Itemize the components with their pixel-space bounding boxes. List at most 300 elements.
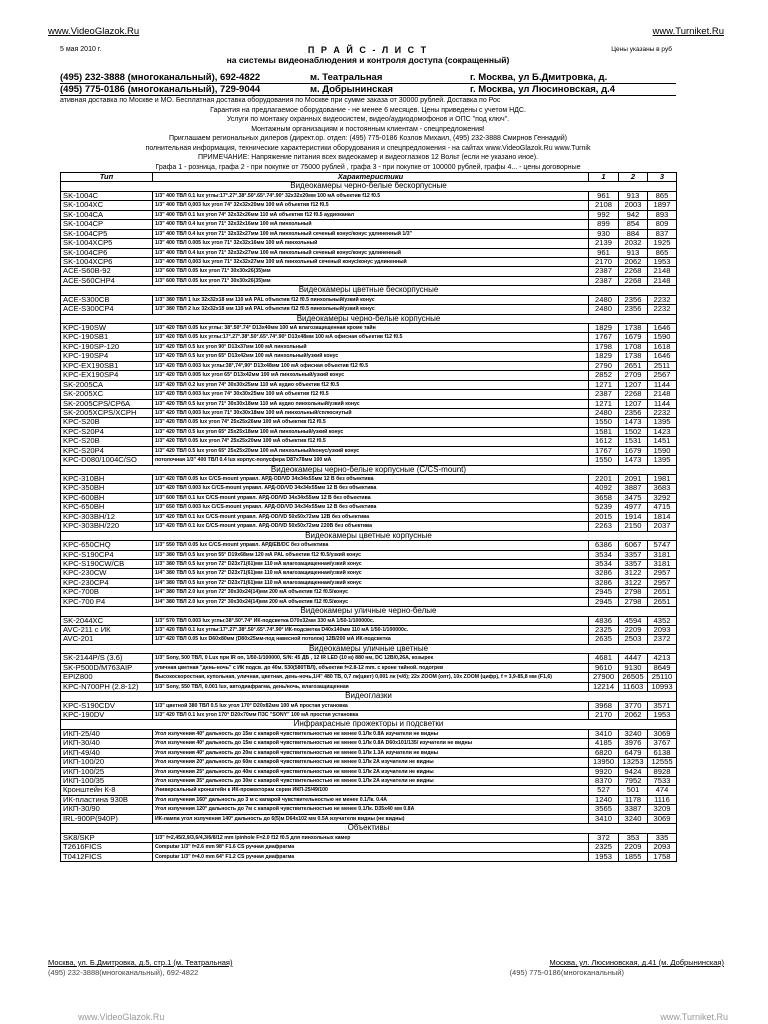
product-chars: 1/3" 400 ТВЛ 0.4 lux угол 71° 32х32х27мм 100 мА пинхольный сеченый конус/конус удлиненный [153, 248, 589, 257]
price-1: 2263 [589, 522, 619, 531]
price-3: 1590 [648, 446, 677, 455]
product-chars: уличная цветная "день-ночь" с ИК подсв. до 40м. 530(580ТВЛ), объектив f=2.8-12 mm. с кроне тайной. подогрев [153, 663, 589, 672]
office-address: г. Москва, ул Люсиновская, д.4 [470, 84, 616, 95]
bottom-link-left[interactable]: www.VideoGlazok.Ru [78, 1012, 165, 1022]
price-3: 3069 [648, 814, 677, 823]
price-2: 501 [619, 786, 648, 795]
product-type: KPC-190SW [61, 324, 153, 333]
price-3: 2511 [648, 361, 677, 370]
product-chars: Угол излучения 160° дальность до 3 м с капарой чувствительностью не менее 0.1Лк. 0.4А [153, 795, 589, 804]
price-2: 4447 [619, 654, 648, 663]
section-title: Видеокамеры черно-белые бескорпусные [61, 182, 677, 191]
price-1: 1271 [589, 399, 619, 408]
product-chars: Универсальный кронштейн к ИК-прожекторам серии ИКП-25/49/100 [153, 786, 589, 795]
product-chars: 1/3" f=2,45/2,9/3,6/4,3/6/8/12 mm /pinhole F=2.0 f12 f0.5 для пинхольных камер [153, 833, 589, 842]
table-row [61, 408, 677, 417]
col-price2-header: 2 [619, 173, 648, 182]
price-3: 1590 [648, 333, 677, 342]
price-1: 2325 [589, 626, 619, 635]
product-chars: 1/3" 420 ТВЛ 0.05 lux углы: 38°.50°.74° D13х40мм 100 мА влагозащищенная кроме тайн [153, 324, 589, 333]
product-type: T0412FICS [61, 852, 153, 861]
table-row [61, 267, 677, 276]
price-1: 3410 [589, 814, 619, 823]
price-3: 5747 [648, 541, 677, 550]
product-type: ИКП-30/40 [61, 739, 153, 748]
section-row [61, 286, 677, 295]
product-type: KPC-190DV [61, 710, 153, 719]
table-row [61, 295, 677, 304]
product-type: KPC-S20P4 [61, 446, 153, 455]
table-row [61, 748, 677, 757]
price-2: 2651 [619, 361, 648, 370]
price-3: 865 [648, 191, 677, 200]
table-row [61, 361, 677, 370]
price-3: 1814 [648, 512, 677, 521]
table-row [61, 626, 677, 635]
product-type: KPC-230CP4 [61, 578, 153, 587]
product-chars: 1/3" 420 ТВЛ 0,003 lux угол 71° 30х30х18мм 100 мА пинхольный/сплюснутый [153, 408, 589, 417]
price-1: 2015 [589, 512, 619, 521]
price-2: 1914 [619, 512, 648, 521]
table-row [61, 493, 677, 502]
table-row [61, 220, 677, 229]
product-type: KPC-190SP-120 [61, 342, 153, 351]
price-2: 2003 [619, 201, 648, 210]
product-type: ACE-S300CP4 [61, 305, 153, 314]
price-1: 27900 [589, 673, 619, 682]
table-row [61, 710, 677, 719]
price-1: 1271 [589, 380, 619, 389]
price-2: 1708 [619, 342, 648, 351]
product-chars: 1/3" 380 ТВЛ 0.5 lux угол 55° D19х68мм 120 мА PAL объектив f12 f0.5/узкий конус [153, 550, 589, 559]
col-price1-header: 1 [589, 173, 619, 182]
price-1: 1767 [589, 333, 619, 342]
table-row [61, 352, 677, 361]
price-1: 3565 [589, 805, 619, 814]
info-line: Услуги по монтажу охранных видеосистем, видео/аудиодомофонов и ОПС "под ключ". [226, 116, 510, 123]
table-row [61, 512, 677, 521]
price-3: 1395 [648, 418, 677, 427]
product-chars: Угол излучения 20° дальность до 60м с капарой чувствительностью не менее 0.1Лк 2А изучатели не видны [153, 758, 589, 767]
price-3: 837 [648, 229, 677, 238]
price-3: 1116 [648, 795, 677, 804]
price-3: 8928 [648, 767, 677, 776]
price-3: 3767 [648, 739, 677, 748]
price-2: 2268 [619, 276, 648, 285]
product-chars: 1/3" 400 ТВЛ 0.4 lux угол 71° 32х32х27мм 100 мА пинхольный сеченый конус/конус удлиненный 1/3" [153, 229, 589, 238]
section-title: Инфракрасные прожекторы и подсветки [61, 720, 677, 729]
product-chars: 1/3" 420 ТВЛ 0.005 lux угол 65° D13х42мм 100 мА пинхольный/узкий конус [153, 371, 589, 380]
price-2: 3387 [619, 805, 648, 814]
product-chars: 1/3" 600 ТВЛ 0.05 lux угол 71° 30х30х26(35)мм [153, 267, 589, 276]
price-2: 884 [619, 229, 648, 238]
product-chars: 1/3" 420 ТВЛ 0.05 lux углы:17°.27°.38°.50°.65°.74°.90° D13х48мм 100 мА офисная объектив f12 f0.5 [153, 333, 589, 342]
product-type: AVC-211 с ИК [61, 626, 153, 635]
price-3: 4715 [648, 503, 677, 512]
product-chars: 1/3" 420 ТВЛ 0.05 lux угол 74° 25х25х20мм 100 мА объектив f12 f0.5 [153, 437, 589, 446]
table-row [61, 758, 677, 767]
price-1: 2108 [589, 201, 619, 210]
price-3: 25110 [648, 673, 677, 682]
price-3: 1144 [648, 380, 677, 389]
price-3: 1144 [648, 399, 677, 408]
product-chars: 1/3" 600 ТВЛ 0.05 lux угол 71° 30х30х26(35)мм [153, 276, 589, 285]
product-chars: 1/3" 420 ТВЛ 0.5 lux угол 90° D13х37мм 100 мА пинхольный [153, 342, 589, 351]
price-1: 2387 [589, 390, 619, 399]
price-2: 6479 [619, 748, 648, 757]
product-chars: 1/3" 420 ТВЛ 0.1 lux C/CS-mount управл. АРД-OD/VD 50х50х72мм 220В без объектива [153, 522, 589, 531]
price-1: 1767 [589, 446, 619, 455]
footer-phone-right: (495) 775-0186(многоканальный) [509, 968, 624, 977]
price-3: 1646 [648, 324, 677, 333]
product-type: ACE-S60CHP4 [61, 276, 153, 285]
table-row [61, 191, 677, 200]
price-3: 2232 [648, 305, 677, 314]
product-type: ИКП-25/40 [61, 729, 153, 738]
price-2: 1679 [619, 446, 648, 455]
price-3: 1925 [648, 239, 677, 248]
table-row [61, 616, 677, 625]
product-type: KPC-303BH/220 [61, 522, 153, 531]
table-row [61, 805, 677, 814]
section-row [61, 824, 677, 833]
price-2: 2356 [619, 295, 648, 304]
product-type: SK-1004CA [61, 210, 153, 219]
product-type: Кронштейн К-8 [61, 786, 153, 795]
col-chars-header: Характеристики [153, 173, 589, 182]
product-chars: 1/3" 600 ТВЛ 0.1 lux C/CS-mount управл. АРД-OD/VD 34х34х55мм 12 В без объектива [153, 493, 589, 502]
product-type: SK-2005CA [61, 380, 153, 389]
product-chars: 1/4" 380 ТВЛ 2.0 lux угол 72° 30х30х24(14)мм 200 мА объектив f12 f0.5/конус [153, 597, 589, 606]
product-type: SK-1004CP6 [61, 248, 153, 257]
price-3: 1953 [648, 710, 677, 719]
price-1: 899 [589, 220, 619, 229]
table-row [61, 833, 677, 842]
price-2: 1738 [619, 352, 648, 361]
price-3: 10993 [648, 682, 677, 691]
price-1: 3286 [589, 569, 619, 578]
price-1: 6820 [589, 748, 619, 757]
price-3: 4352 [648, 616, 677, 625]
price-2: 3475 [619, 493, 648, 502]
section-title: Видеокамеры черно-белые корпусные [61, 314, 677, 323]
turniket-link[interactable]: www.Turniket.Ru [652, 26, 724, 37]
product-type: KPC-700B [61, 588, 153, 597]
product-chars: 1/3" 420 ТВЛ 0.1 lux углы:17°.27°.38°.50°.65°.74°.90° ИК-подсветка D40х140мм 110 мА 1/50-1/100000с. [153, 626, 589, 635]
table-row [61, 427, 677, 436]
price-2: 2062 [619, 710, 648, 719]
product-chars: 1/3" 380 ТВЛ 2 lux 32х32х18 мм 110 мА PAL объектив f12 f0.5 пинхольный/узкий конус [153, 305, 589, 314]
price-1: 1550 [589, 456, 619, 465]
price-2: 1473 [619, 456, 648, 465]
section-row [61, 314, 677, 323]
price-1: 961 [589, 248, 619, 257]
phone-block [60, 72, 676, 96]
price-2: 7952 [619, 777, 648, 786]
price-1: 1798 [589, 342, 619, 351]
product-chars: 1/3" 420 ТВЛ 0.05 lux D60х80мм (D80х25мм-под навесной потолок) 12В/200 мА ИК-подсветка [153, 635, 589, 644]
product-chars: 1/3" 420 ТВЛ 0.5 lux угол 65° 25х25х18мм 100 мА пинхольный/узкий конус [153, 427, 589, 436]
table-row [61, 729, 677, 738]
price-1: 3968 [589, 701, 619, 710]
product-type: KPC-S20B [61, 418, 153, 427]
section-title: Видеоглазки [61, 692, 677, 701]
table-row [61, 635, 677, 644]
product-type: SK-1004XC [61, 201, 153, 210]
table-row [61, 371, 677, 380]
price-3: 1423 [648, 427, 677, 436]
price-3: 809 [648, 220, 677, 229]
table-row [61, 852, 677, 861]
price-3: 2232 [648, 408, 677, 417]
price-3: 3292 [648, 493, 677, 502]
product-chars: 1/3" 420 ТВЛ 0.003 lux углы:38°,74°,90° D13х48мм 100 мА офисная объектив f12 f0.5 [153, 361, 589, 370]
product-type: EPIZ800 [61, 673, 153, 682]
price-3: 2093 [648, 843, 677, 852]
price-2: 3357 [619, 550, 648, 559]
price-2: 2709 [619, 371, 648, 380]
phone-number: (495) 232-3888 (многоканальный), 692-4822 [60, 72, 261, 83]
currency-note: Цены указаны в руб [611, 46, 672, 53]
price-3: 2232 [648, 295, 677, 304]
price-3: 3571 [648, 701, 677, 710]
table-row [61, 541, 677, 550]
price-3: 1646 [648, 352, 677, 361]
table-row [61, 578, 677, 587]
info-line: Приглашаем региональных дилеров (директ.ор. отдел: (495) 775-0186 Козлов Михаил, (495) 232-3888 Смирнов Геннадий) [169, 135, 567, 142]
price-1: 1829 [589, 324, 619, 333]
price-2: 913 [619, 191, 648, 200]
price-2: 2356 [619, 408, 648, 417]
price-1: 6386 [589, 541, 619, 550]
price-2: 854 [619, 220, 648, 229]
section-title: Видеокамеры уличные черно-белые [61, 607, 677, 616]
product-type: ИКП-30/90 [61, 805, 153, 814]
info-line: Гарантия на предлагаемое оборудование - не менее 6 месяцев. Цены приведены с учетом НДС. [210, 106, 526, 114]
product-type: ИКП-100/20 [61, 758, 153, 767]
product-chars: 1/3" 420 ТВЛ 0.003 lux C/CS-mount управл. АРД-OD/VD 34х34х55мм 12 В без объектива [153, 484, 589, 493]
page-subtitle: на системы видеонаблюдения и контроля доступа (сокращенный) [226, 55, 510, 65]
section-title: Видеокамеры цветные бескорпусные [61, 286, 677, 295]
product-chars: Угол излучения 40° дальность до 15м с капарой чувствительностью не менее 0.1Лк 0.8А D60х101/135/ изучатели не видны [153, 739, 589, 748]
table-row [61, 342, 677, 351]
price-3: 865 [648, 248, 677, 257]
product-type: KPC-190SP4 [61, 352, 153, 361]
price-1: 930 [589, 229, 619, 238]
table-row [61, 257, 677, 266]
product-chars: 1/3" 420 ТВЛ 0.5 lux угол 65° D13х42мм 100 мА пинхольный/узкий конус [153, 352, 589, 361]
price-2: 1502 [619, 427, 648, 436]
section-title: Видеокамеры цветные корпусные [61, 531, 677, 540]
section-title: Объективы [61, 824, 677, 833]
price-2: 2356 [619, 305, 648, 314]
price-1: 2325 [589, 843, 619, 852]
price-1: 2480 [589, 295, 619, 304]
product-chars: 1/3" 380 ТВЛ 0.5 lux угол 72° D23х71(61)мм 110 мА влагозащищенная/узкий конус [153, 559, 589, 568]
section-row [61, 531, 677, 540]
page-title: П Р А Й С - Л И С Т [307, 45, 429, 55]
table-row [61, 767, 677, 776]
product-type: KPC-650CHQ [61, 541, 153, 550]
table-row [61, 654, 677, 663]
price-1: 3534 [589, 559, 619, 568]
price-1: 3410 [589, 729, 619, 738]
price-3: 4213 [648, 654, 677, 663]
product-type: SK-2005XC [61, 390, 153, 399]
price-2: 13253 [619, 758, 648, 767]
price-2: 2268 [619, 267, 648, 276]
table-row [61, 739, 677, 748]
product-type: SK-1004CP [61, 220, 153, 229]
product-type: AVC-201 [61, 635, 153, 644]
table-row [61, 522, 677, 531]
table-row [61, 475, 677, 484]
price-1: 9610 [589, 663, 619, 672]
table-row [61, 305, 677, 314]
product-chars: 1/3" 420 ТВЛ 0.1 lux угол 170° D20х70мм ПЗС "SONY" 100 мА простая установка [153, 710, 589, 719]
price-3: 1451 [648, 437, 677, 446]
section-row [61, 465, 677, 474]
price-2: 1207 [619, 380, 648, 389]
price-1: 4092 [589, 484, 619, 493]
price-1: 3658 [589, 493, 619, 502]
price-3: 7533 [648, 777, 677, 786]
product-type: KPC-S190CP4 [61, 550, 153, 559]
table-row [61, 597, 677, 606]
table-row [61, 777, 677, 786]
info-line: ПРИМЕЧАНИЕ: Напряжение питания всех видеокамер и видеоглазков 12 Вольт (если не указано иное). [197, 154, 539, 161]
footer-address-right: Москва, ул. Люсиновская, д.41 (м. Добрынинская) [549, 958, 724, 967]
product-type: SK-2005CPS/CP6A [61, 399, 153, 408]
table-row [61, 559, 677, 568]
price-2: 3770 [619, 701, 648, 710]
price-3: 2567 [648, 371, 677, 380]
product-type: KPC-303BH/12 [61, 512, 153, 521]
price-3: 3209 [648, 805, 677, 814]
price-1: 2852 [589, 371, 619, 380]
price-1: 1550 [589, 418, 619, 427]
videoglazok-link[interactable]: www.VideoGlazok.Ru [48, 26, 140, 37]
price-3: 2957 [648, 569, 677, 578]
col-type-header: Тип [61, 173, 153, 182]
product-chars: 1/3" 570 ТВЛ 0.003 lux углы:38°.50°.74° ИК-подсветка D70х32мм 330 мА 1/50-1/100000с. [153, 616, 589, 625]
price-1: 2945 [589, 597, 619, 606]
price-2: 3976 [619, 739, 648, 748]
price-1: 3286 [589, 578, 619, 587]
price-1: 1953 [589, 852, 619, 861]
product-type: SK-1004XCP5 [61, 239, 153, 248]
price-3: 2148 [648, 267, 677, 276]
product-chars: Computar 1/3" f=2.6 mm 98° F1.6 CS ручная диафрагма [153, 843, 589, 852]
price-2: 2268 [619, 390, 648, 399]
product-type: KPC-350BH [61, 484, 153, 493]
table-row [61, 701, 677, 710]
product-type: ИКП-100/35 [61, 777, 153, 786]
bottom-links [78, 1012, 728, 1022]
office-address: г. Москва, ул Б.Дмитровка, д. [470, 72, 608, 83]
product-chars: Угол излучения 40° дальность до 15м с капарой чувствительностью не менее 0.1Лк 0.8А изучатели не видны [153, 729, 589, 738]
price-3: 3181 [648, 559, 677, 568]
product-type: KPC-230CW [61, 569, 153, 578]
price-2: 4594 [619, 616, 648, 625]
price-rows [61, 182, 677, 862]
price-2: 2062 [619, 257, 648, 266]
price-3: 1953 [648, 257, 677, 266]
metro-station: м. Театральная [310, 72, 383, 83]
price-3: 8649 [648, 663, 677, 672]
price-3: 1981 [648, 475, 677, 484]
table-row [61, 814, 677, 823]
table-row [61, 843, 677, 852]
product-chars: 1/3" Sony, 550 ТВЛ, 0.001 lux, автодиафрагма, день/ночь, влагозащищенная [153, 682, 589, 691]
phone-row [60, 84, 676, 96]
price-2: 1531 [619, 437, 648, 446]
price-3: 893 [648, 210, 677, 219]
price-2: 1855 [619, 852, 648, 861]
table-row [61, 380, 677, 389]
price-3: 474 [648, 786, 677, 795]
product-chars: 1/3" 650 ТВЛ 0.003 lux C/CS-mount управл. АРД-OD/VD 34х34х55мм 12 В без объектива [153, 503, 589, 512]
product-chars: 1/3" 400 ТВЛ 0.005 lux угол 71° 32х32х16мм 100 мА пинхольный [153, 239, 589, 248]
table-row [61, 324, 677, 333]
price-2: 26505 [619, 673, 648, 682]
product-type: KPC-EX190SB1 [61, 361, 153, 370]
table-row [61, 248, 677, 257]
price-3: 2148 [648, 276, 677, 285]
price-2: 1178 [619, 795, 648, 804]
product-chars: 1/3" 420 ТВЛ 0.003 lux угол 74° 30х30х25мм 100 мА объектив f12 f0.5 [153, 390, 589, 399]
price-3: 2372 [648, 635, 677, 644]
product-type: KPC-EX190SP4 [61, 371, 153, 380]
product-chars: 1/3" 420 ТВЛ 0.05 lux угол 74° 25х25х26мм 100 мА объектив f12 f0.5 [153, 418, 589, 427]
product-chars: Угол излучения 35° дальность до 30м с капарой чувствительностью не менее 0.1Лк 2А изучатели не видны [153, 777, 589, 786]
product-chars: 1/4" 380 ТВЛ 2.0 lux угол 72° 30х30х24(14)мм 200 мА объектив f12 f0.5/конус [153, 588, 589, 597]
price-1: 4681 [589, 654, 619, 663]
table-row [61, 569, 677, 578]
section-row [61, 644, 677, 653]
table-row [61, 588, 677, 597]
product-type: KPC-700 P4 [61, 597, 153, 606]
table-row [61, 550, 677, 559]
info-line: Графа 1 - розница, графа 2 - при покупке от 75000 рублей , графа 3 - при покупке от 100000 рублей, графы 4... - цены договорные [155, 163, 581, 171]
product-type: KPC-190SB1 [61, 333, 153, 342]
section-title: Видеокамеры черно-белые корпусные (C/CS-mount) [61, 465, 677, 474]
price-2: 942 [619, 210, 648, 219]
price-1: 3534 [589, 550, 619, 559]
price-2: 1473 [619, 418, 648, 427]
price-sheet [60, 44, 676, 862]
price-date: 5 мая 2010 г. [60, 46, 102, 53]
price-1: 4185 [589, 739, 619, 748]
price-2: 2798 [619, 597, 648, 606]
sheet-header [60, 44, 676, 72]
price-1: 527 [589, 786, 619, 795]
price-2: 3887 [619, 484, 648, 493]
table-row [61, 239, 677, 248]
info-line: Монтажным организациям и постоянным клиентам - спецпредложения! [251, 125, 485, 133]
price-3: 6138 [648, 748, 677, 757]
product-chars: 1/3" 400 ТВЛ 0,003 lux угол 74° 32х32х20мм 100 мА объектив f12 f0.5 [153, 201, 589, 210]
bottom-link-right[interactable]: www.Turniket.Ru [660, 1012, 728, 1022]
price-3: 2651 [648, 588, 677, 597]
price-1: 2170 [589, 257, 619, 266]
product-chars: 1/3" 400 ТВЛ 0.1 lux углы:17°.27°.38°.50°.65°.74°.90° 32х32х20мм 100 мА объектив f12 f0.5 [153, 191, 589, 200]
price-1: 992 [589, 210, 619, 219]
product-chars: 1/3" 420 ТВЛ 0.1 lux C/CS-mount управл. АРД-OD/VD 50х50х72мм 12В без объектива [153, 512, 589, 521]
price-1: 961 [589, 191, 619, 200]
price-1: 2480 [589, 305, 619, 314]
top-links [48, 26, 724, 38]
